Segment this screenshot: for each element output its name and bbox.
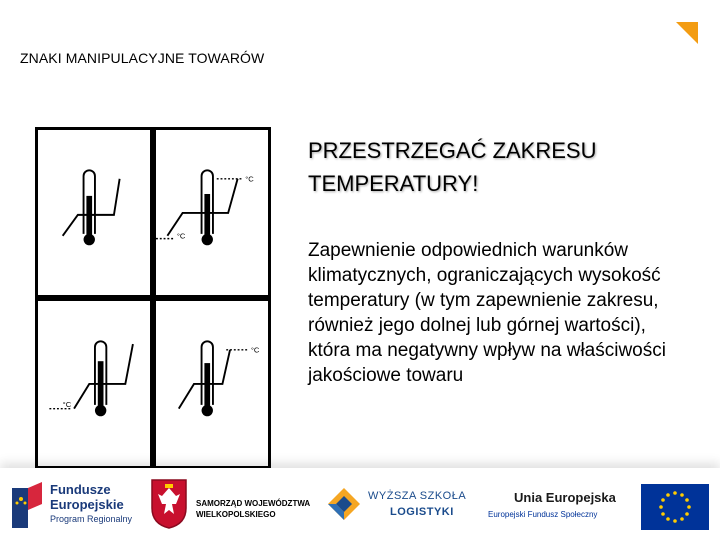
symbol-temperature-range	[153, 127, 271, 298]
symbol-max-temperature	[35, 127, 153, 298]
ue-line2: Europejski Fundusz Społeczny	[488, 510, 598, 519]
fundusze-line2: Europejskie	[50, 497, 124, 512]
unit-label: °C	[245, 174, 254, 184]
wsl-line2: LOGISTYKI	[390, 506, 454, 518]
eagle-shield-icon	[150, 478, 188, 530]
ue-line1: Unia Europejska	[514, 490, 616, 505]
thermometer-icon	[156, 130, 268, 295]
fundusze-emblem-icon	[10, 480, 44, 530]
slide-body-text: Zapewnienie odpowiednich warunków klimatycznych, ograniczających wysokość temperatury (w tym zapewnienie zakresu, również jego dolnej lub górnej wartości), która ma negatywny wpływ na właściwości jakościowe towaru	[308, 240, 666, 386]
samorzad-logo	[150, 476, 320, 532]
slide-heading	[308, 134, 708, 200]
temperature-symbols-grid	[35, 127, 271, 469]
wsl-logo	[326, 484, 486, 528]
wsl-line1: WYŻSZA SZKOŁA	[368, 490, 467, 502]
eu-flag-icon	[641, 484, 709, 530]
unit-label: °C	[62, 399, 72, 409]
samorzad-line2: WIELKOPOLSKIEGO	[196, 510, 276, 519]
fundusze-line3: Program Regionalny	[50, 514, 133, 524]
corner-accent	[676, 22, 698, 44]
unit-label: °C	[176, 231, 186, 241]
heading-line: PRZESTRZEGAĆ ZAKRESU	[308, 138, 597, 163]
thermometer-icon	[156, 301, 268, 466]
slide-header: ZNAKI MANIPULACYJNE TOWARÓW	[20, 50, 265, 66]
wsl-emblem-icon	[326, 486, 362, 522]
fundusze-line1: Fundusze	[50, 482, 111, 497]
fundusze-europejskie-logo	[10, 478, 145, 530]
samorzad-line1: SAMORZĄD WOJEWÓDZTWA	[196, 499, 311, 508]
eu-flag	[641, 484, 709, 530]
symbol-min-temperature	[35, 298, 153, 469]
thermometer-icon	[38, 130, 150, 295]
symbol-max-temperature-limit	[153, 298, 271, 469]
unia-europejska-text	[488, 486, 638, 526]
unit-label: °C	[250, 345, 260, 355]
heading-line: TEMPERATURY!	[308, 171, 479, 196]
thermometer-icon	[38, 301, 150, 466]
footer-logos	[0, 468, 720, 540]
